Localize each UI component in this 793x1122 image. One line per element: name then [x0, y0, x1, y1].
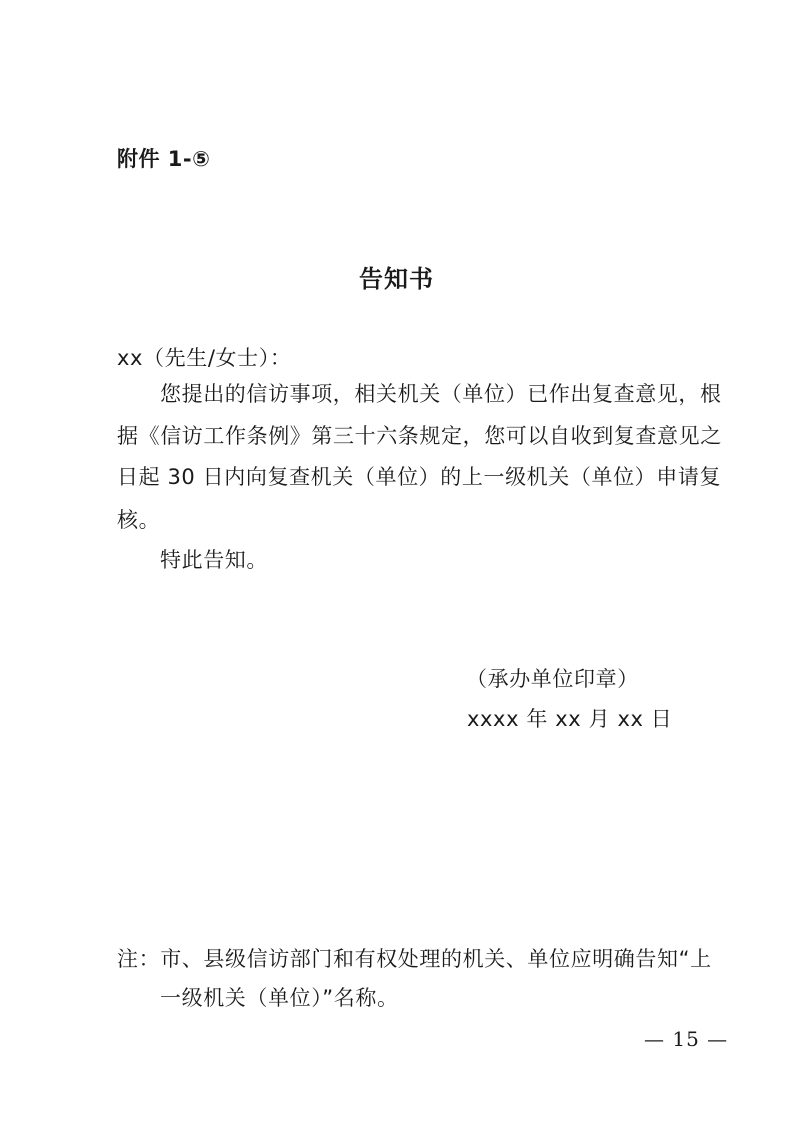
body-paragraph-line-1: 您提出的信访事项，相关机关（单位）已作出复查意见，根 [160, 382, 722, 406]
signature-date: xxxx 年 xx 月 xx 日 [467, 707, 673, 731]
seal-placeholder: （承办单位印章） [466, 667, 639, 691]
note-line-1: 注：市、县级信访部门和有权处理的机关、单位应明确告知“上 [117, 947, 712, 971]
salutation: xx（先生/女士）： [117, 346, 292, 370]
document-title: 告知书 [359, 265, 434, 293]
page-number: — 15 — [644, 1027, 729, 1051]
note-line-2: 一级机关（单位）”名称。 [160, 986, 399, 1010]
body-paragraph-line-4: 核。 [117, 508, 161, 532]
body-paragraph-line-3: 日起 30 日内向复查机关（单位）的上一级机关（单位）申请复 [117, 465, 722, 489]
closing-text: 特此告知。 [160, 548, 268, 572]
attachment-label: 附件 1-⑤ [117, 147, 211, 171]
body-paragraph-line-2: 据《信访工作条例》第三十六条规定，您可以自收到复查意见之 [117, 424, 722, 448]
